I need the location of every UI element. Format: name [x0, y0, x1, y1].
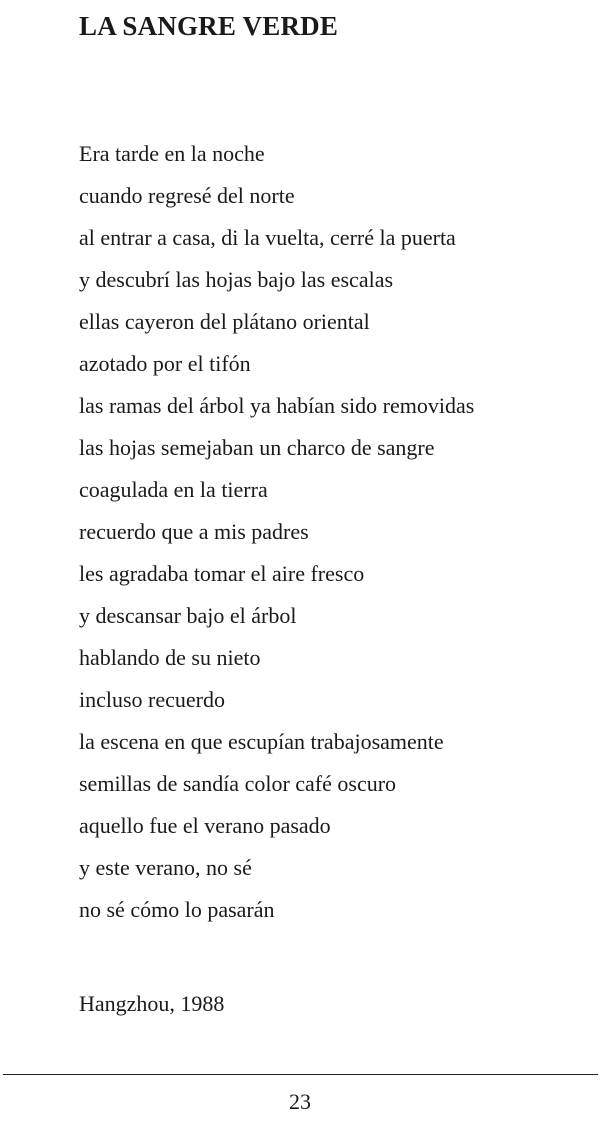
poem-line: no sé cómo lo pasarán	[79, 897, 275, 922]
page-number: 23	[289, 1089, 311, 1114]
poem-line: y este verano, no sé	[79, 855, 252, 880]
poem-body	[79, 138, 474, 936]
footer-divider	[3, 1074, 598, 1075]
poem-line: al entrar a casa, di la vuelta, cerré la puerta	[79, 225, 456, 250]
poem-line: semillas de sandía color café oscuro	[79, 771, 397, 796]
poem-line: coagulada en la tierra	[79, 477, 268, 502]
poem-line: azotado por el tifón	[79, 351, 251, 376]
place-date-signature: Hangzhou, 1988	[79, 991, 225, 1016]
poem-line: las ramas del árbol ya habían sido removidas	[79, 393, 475, 418]
poem-line: Era tarde en la noche	[79, 141, 265, 166]
poem-line: recuerdo que a mis padres	[79, 519, 309, 544]
poem-line: cuando regresé del norte	[79, 183, 295, 208]
poem-line: la escena en que escupían trabajosamente	[79, 729, 444, 754]
poem-line: les agradaba tomar el aire fresco	[79, 561, 365, 586]
poem-line: ellas cayeron del plátano oriental	[79, 309, 370, 334]
poem-title: LA SANGRE VERDE	[79, 11, 339, 41]
poem-line: hablando de su nieto	[79, 645, 261, 670]
poem-line: aquello fue el verano pasado	[79, 813, 331, 838]
poem-line: las hojas semejaban un charco de sangre	[79, 435, 435, 460]
poem-line: y descansar bajo el árbol	[79, 603, 297, 628]
poem-line: y descubrí las hojas bajo las escalas	[79, 267, 394, 292]
poem-line: incluso recuerdo	[79, 687, 225, 712]
